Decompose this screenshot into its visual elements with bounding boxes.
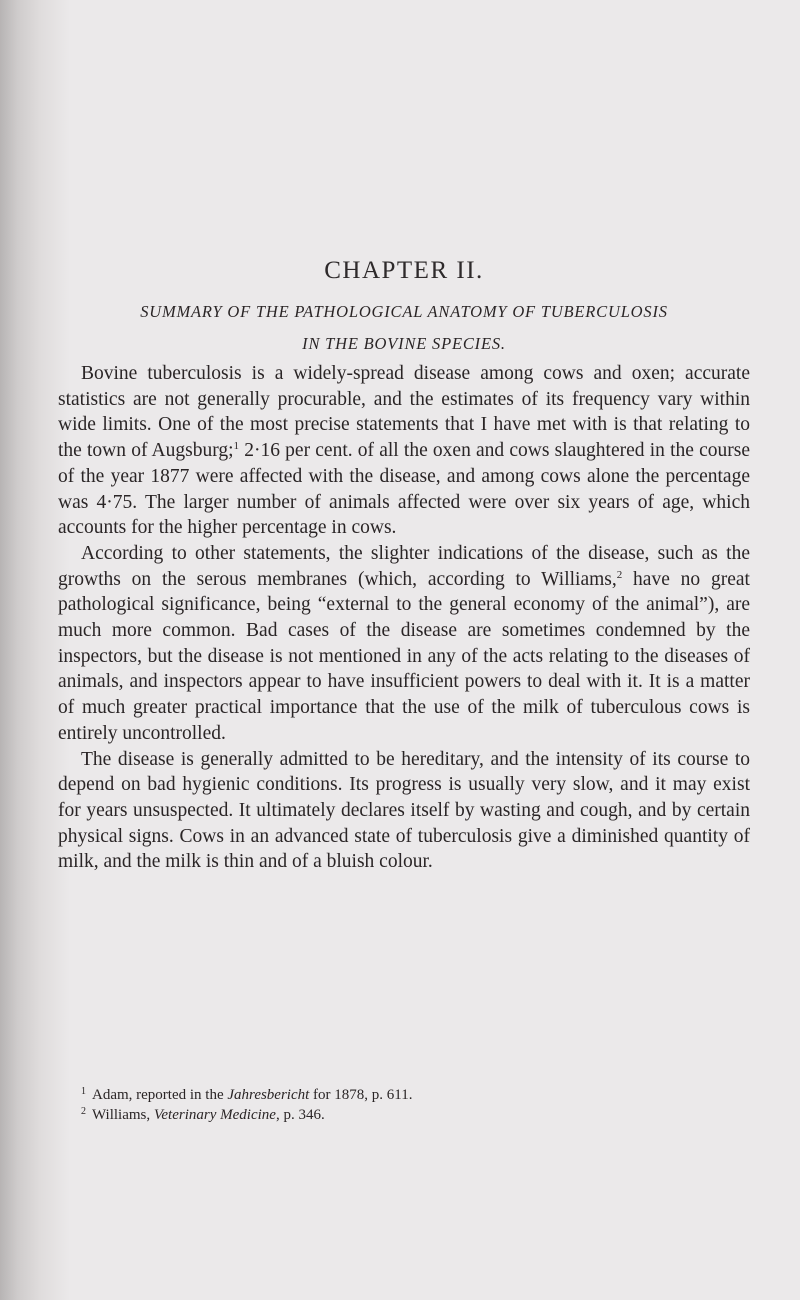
footnote-mark: 2 [81,1106,86,1117]
book-page [58,0,750,1300]
paragraph [58,747,750,876]
paragraph-text: According to other statements, the slighter indications of the disease, such as the growths on the serous membranes (which, according to Williams, [58,542,750,590]
footnotes [58,1085,750,1125]
subtitle-line-2: IN THE BOVINE SPECIES. [302,334,506,353]
chapter-subtitle [58,296,750,360]
footnote-title: Jahresbericht [227,1087,310,1103]
paragraph [58,541,750,747]
subtitle-line-1: SUMMARY OF THE PATHOLOGICAL ANATOMY OF TUBERCULOSIS [140,302,668,321]
chapter-heading: CHAPTER II. [324,257,484,284]
paragraph-text: The disease is generally admitted to be hereditary, and the intensity of its course to depend on bad hygienic conditions. Its progress is usually very slow, and it may exist for years unsuspected. It ultimately declares itself by wasting and cough, and by certain physical signs. Cows in an advanced state of tuberculosis give a diminished quantity of milk, and the milk is thin and of a bluish colour. [58,748,750,873]
body-text [58,361,750,875]
footnote-text: Adam, reported in the [92,1087,228,1103]
footnote-title: Veterinary Medicine [153,1107,276,1123]
footnote-text: for 1878, p. 611. [309,1087,413,1103]
paragraph-text: Bovine tuberculosis is a widely-spread disease among cows and oxen; accurate statistics are not generally procurable, and the estimates of its frequency vary within wide limits. One of the most precise statements that I have met with is that relating to the town of Augsburg; [58,363,750,462]
footnote-text: , p. 346. [275,1107,325,1123]
footnote [58,1085,750,1105]
footnote [58,1105,750,1125]
paragraph-text: 2·16 per cent. of all the oxen and cows slaughtered in the course of the year 1877 were affected with the disease, and among cows alone the percentage was 4·75. The larger number of animals affected were over six years of age, which accounts for the higher percentage in cows. [58,440,750,539]
footnote-text: Williams, [92,1107,154,1123]
paragraph [58,361,750,541]
footnote-mark: 1 [81,1086,86,1097]
footnote-ref[interactable]: 2 [616,568,623,581]
paragraph-text: have no great pathological significance, being “external to the general economy of the animal”), are much more common. Bad cases of the disease are sometimes condemned by the inspectors, but the disease is not mentioned in any of the acts relating to the diseases of animals, and inspectors appear to have insufficient powers to deal with it. It is a matter of much greater practical importance that the use of the milk of tuberculous cows is entirely uncontrolled. [58,568,750,744]
footnote-ref[interactable]: 1 [233,440,240,453]
